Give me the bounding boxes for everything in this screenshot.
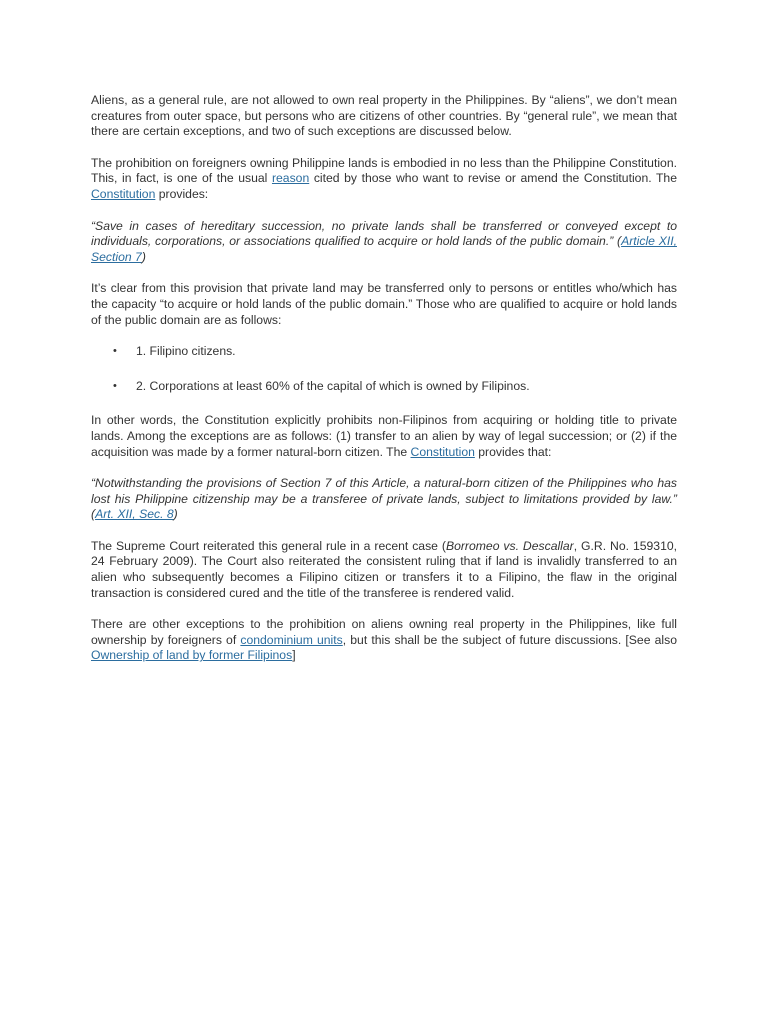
paragraph-intro: Aliens, as a general rule, are not allowed to own real property in the Philippines. By “aliens”, we don’t mean creatures from outer space, but persons who are citizens of other countries. By “general rule”, we mean that there are certain exceptions, and two of such exceptions are discussed below. [91,93,677,139]
list-item-text: 2. Corporations at least 60% of the capital of which is owned by Filipinos. [136,378,530,393]
bullet-icon: • [113,345,117,358]
quote-article-xii-section-7 [91,219,677,266]
quote-close: ) [173,507,178,522]
condominium-units-link[interactable]: condominium units [240,632,343,647]
case-name: Borromeo vs. Descallar [445,538,574,553]
article-xii-section-8-link[interactable]: Art. XII, Sec. 8 [95,507,174,522]
paragraph-supreme-court [91,539,677,601]
list-item [91,379,677,395]
paragraph-other-exceptions [91,617,677,664]
constitution-link[interactable]: Constitution [410,444,475,459]
paragraph-text: In other words, the Constitution explicitly prohibits non-Filipinos from acquiring or holding title to private lands. Among the exceptions are as follows: (1) transfer to an alien by way of legal succession; or (2) if the acquisition was made by a former natural-born citizen. The [91,413,677,459]
qualified-list [91,344,677,394]
list-item-text: 1. Filipino citizens. [136,344,236,359]
document-page [91,93,677,680]
paragraph-exceptions [91,413,677,460]
paragraph-text: provides: [155,186,209,201]
reason-link[interactable]: reason [271,171,310,186]
paragraph-text: The Supreme Court reiterated this general rule in a recent case ( [91,538,446,553]
paragraph-text: The prohibition on foreigners owning Philippine lands is embodied in no less than the Philippine Constitution. This, in fact, is one of the usual [91,155,677,186]
former-filipinos-link[interactable]: Ownership of land by former Filipinos [91,648,293,663]
constitution-link[interactable]: Constitution [91,186,156,201]
paragraph-text: ] [292,648,296,663]
list-item [91,344,677,360]
paragraph-text: cited by those who want to revise or amend the Constitution. The [309,171,677,186]
paragraph-text: provides that: [474,444,552,459]
paragraph-provision: It’s clear from this provision that private land may be transferred only to persons or entitles who/which has the capacity “to acquire or hold lands of the public domain.” Those who are qualified to acquire or hold lands of the public domain are as follows: [91,281,677,327]
quote-article-xii-section-8 [91,476,677,523]
bullet-icon: • [113,379,117,392]
paragraph-prohibition [91,156,677,203]
quote-text: “Save in cases of hereditary succession, no private lands shall be transferred or conveyed except to individuals, corporations, or associations qualified to acquire or hold lands of the public domain.” ( [91,218,677,249]
paragraph-text: , G.R. No. 159310, 24 February 2009). The Court also reiterated the consistent ruling that if land is invalidly transferred to an alien who subsequently becomes a Filipino citizen or transfers it to a Filipino, the flaw in the original transaction is considered cured and the title of the transferee is rendered valid. [91,538,678,600]
quote-text: “Notwithstanding the provisions of Section 7 of this Article, a natural-born citizen of the Philippines who has lost his Philippine citizenship may be a transferee of private lands, subject to limitations provided by law.” ( [91,476,677,522]
paragraph-text: There are other exceptions to the prohibition on aliens owning real property in the Philippines, like full ownership by foreigners of [91,617,677,647]
paragraph-text: , but this shall be the subject of future discussions. [See also [342,632,677,647]
article-xii-section-7-link[interactable]: Article XII, Section 7 [91,234,677,264]
quote-close: ) [141,249,146,264]
